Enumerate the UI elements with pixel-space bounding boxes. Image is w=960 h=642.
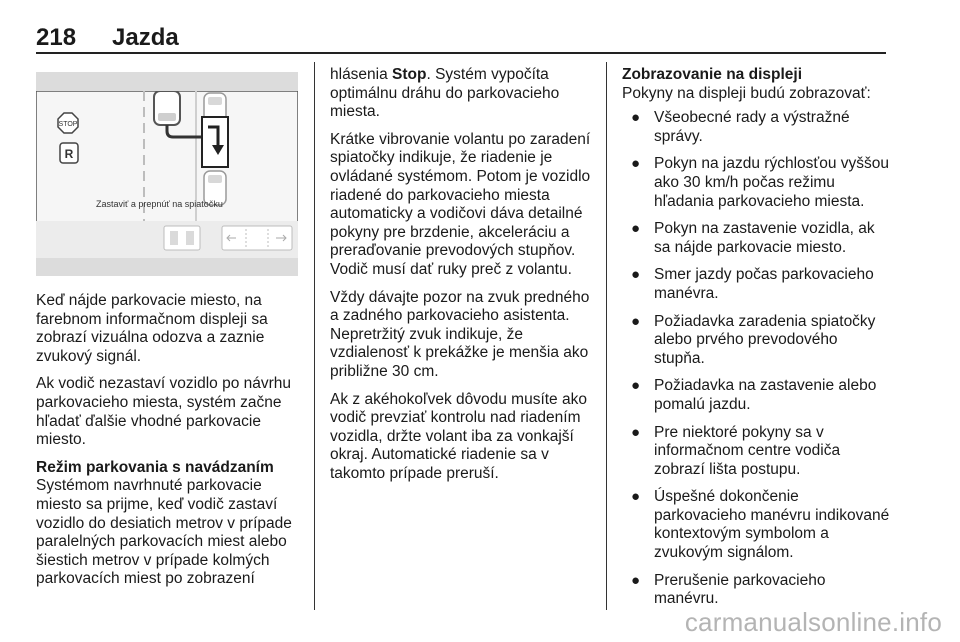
list-item-text: Požiadavka na zastavenie alebo pomalú jazdu. <box>654 377 877 413</box>
stop-sign-icon <box>58 113 78 133</box>
bullet-icon: ● <box>631 423 641 441</box>
reverse-direction-arrow-icon <box>202 117 228 167</box>
page-header <box>36 24 886 54</box>
list-item-text: Pre niektoré pokyny sa v informačnom centre vodiča zobrazí lišta postupu. <box>654 423 841 478</box>
paragraph: Ak z akéhokoľvek dôvodu musíte ako vodič prevziať kontrolu nad riadením vozidla, držte volant iba za vonkajší okraj. Automatické riadenie sa v takomto prípade preruší. <box>330 390 587 482</box>
display-control-bar <box>164 226 292 250</box>
list-item <box>622 220 890 257</box>
text-run: . Systém vypočíta optimálnu dráhu do parkovacieho miesta. <box>330 66 560 121</box>
list-item-text: Úspešné dokončenie parkovacieho manévru indikované kontextovým symbolom a zvukovým signálom. <box>654 488 890 562</box>
bullet-list <box>622 109 890 609</box>
paragraph: Ak vodič nezastaví vozidlo po návrhu parkovacieho miesta, systém začne hľadať ďalšie vhodné parkovacie miesto. <box>36 375 292 449</box>
list-item <box>622 109 890 146</box>
list-item <box>622 572 890 609</box>
bullet-icon: ● <box>631 377 641 395</box>
page-number: 218 <box>36 24 77 51</box>
bullet-icon: ● <box>631 488 641 506</box>
section-title: Jazda <box>112 24 179 51</box>
bullet-icon: ● <box>631 109 641 127</box>
column-3 <box>622 66 890 618</box>
list-item <box>622 155 890 211</box>
paragraph <box>330 66 595 122</box>
list-item <box>622 488 890 562</box>
header-rule <box>36 52 886 54</box>
list-item <box>622 313 890 369</box>
parking-display-screen <box>36 91 298 258</box>
list-item-text: Smer jazdy počas parkovacieho manévra. <box>654 266 874 302</box>
own-car-icon <box>154 91 180 125</box>
list-item-text: Požiadavka zaradenia spiatočky alebo prvého prevodového stupňa. <box>654 312 876 367</box>
list-item-text: Pokyn na zastavenie vozidla, ak sa nájde parkovacie miesto. <box>654 220 875 256</box>
list-item-text: Všeobecné rady a výstražné správy. <box>654 109 850 145</box>
list-item <box>622 424 890 480</box>
list-item <box>622 377 890 414</box>
bullet-icon: ● <box>631 220 641 238</box>
list-item-text: Prerušenie parkovacieho manévru. <box>654 571 826 608</box>
subheading: Režim parkovania s navádzaním <box>36 458 274 476</box>
column-divider <box>606 62 607 610</box>
list-item-text: Pokyn na jazdu rýchlosťou vyššou ako 30 km/h počas režimu hľadania parkovacieho miesta. <box>654 155 889 210</box>
reverse-gear-icon <box>60 143 78 163</box>
display-message: Zastaviť a prepnúť na spiatočku <box>96 199 223 209</box>
stop-sign-text: STOP <box>58 121 78 128</box>
bullet-icon: ● <box>631 312 641 330</box>
paragraph: Krátke vibrovanie volantu po zaradení spiatočky indikuje, že riadenie je ovládané systémom. Potom je vozidlo riadené do parkovacieho miesta automaticky a vodičovi dáva detailné pokyny pre brzdenie, akceleráciu a preraďovanie prevodových stupňov. Vodič musí dať ruky preč z volantu. <box>330 130 591 278</box>
subheading: Zobrazovanie na displeji <box>622 66 803 83</box>
bullet-icon: ● <box>631 571 641 589</box>
column-2 <box>330 66 595 492</box>
list-item <box>622 266 890 303</box>
paragraph: Keď nájde parkovacie miesto, na farebnom informačnom displeji sa zobrazí vizuálna odozva a zaznie zvukový signál. <box>36 292 268 365</box>
reverse-gear-text: R <box>64 147 74 161</box>
paragraph: Systémom navrhnuté parkovacie miesto sa prijme, keď vodič zastaví vozidlo do desiatich metrov v prípade paralelných parkovacích miest alebo šiestich metrov v prípade kolmých parkovacích miest po zobrazení <box>36 477 292 588</box>
bullet-icon: ● <box>631 155 641 173</box>
paragraph: Vždy dávajte pozor na zvuk predného a zadného parkovacieho asistenta. Nepretržitý zvuk indikuje, že vzdialenosť k prekážke je menšia ako približne 30 cm. <box>330 288 590 380</box>
watermark: carmanualsonline.info <box>684 607 942 637</box>
bullet-icon: ● <box>631 266 641 284</box>
column-1 <box>36 292 298 589</box>
paragraph: Pokyny na displeji budú zobrazovať: <box>622 84 871 102</box>
stop-label: Stop <box>392 66 427 83</box>
column-divider <box>314 62 315 610</box>
text-run: hlásenia <box>330 66 393 83</box>
